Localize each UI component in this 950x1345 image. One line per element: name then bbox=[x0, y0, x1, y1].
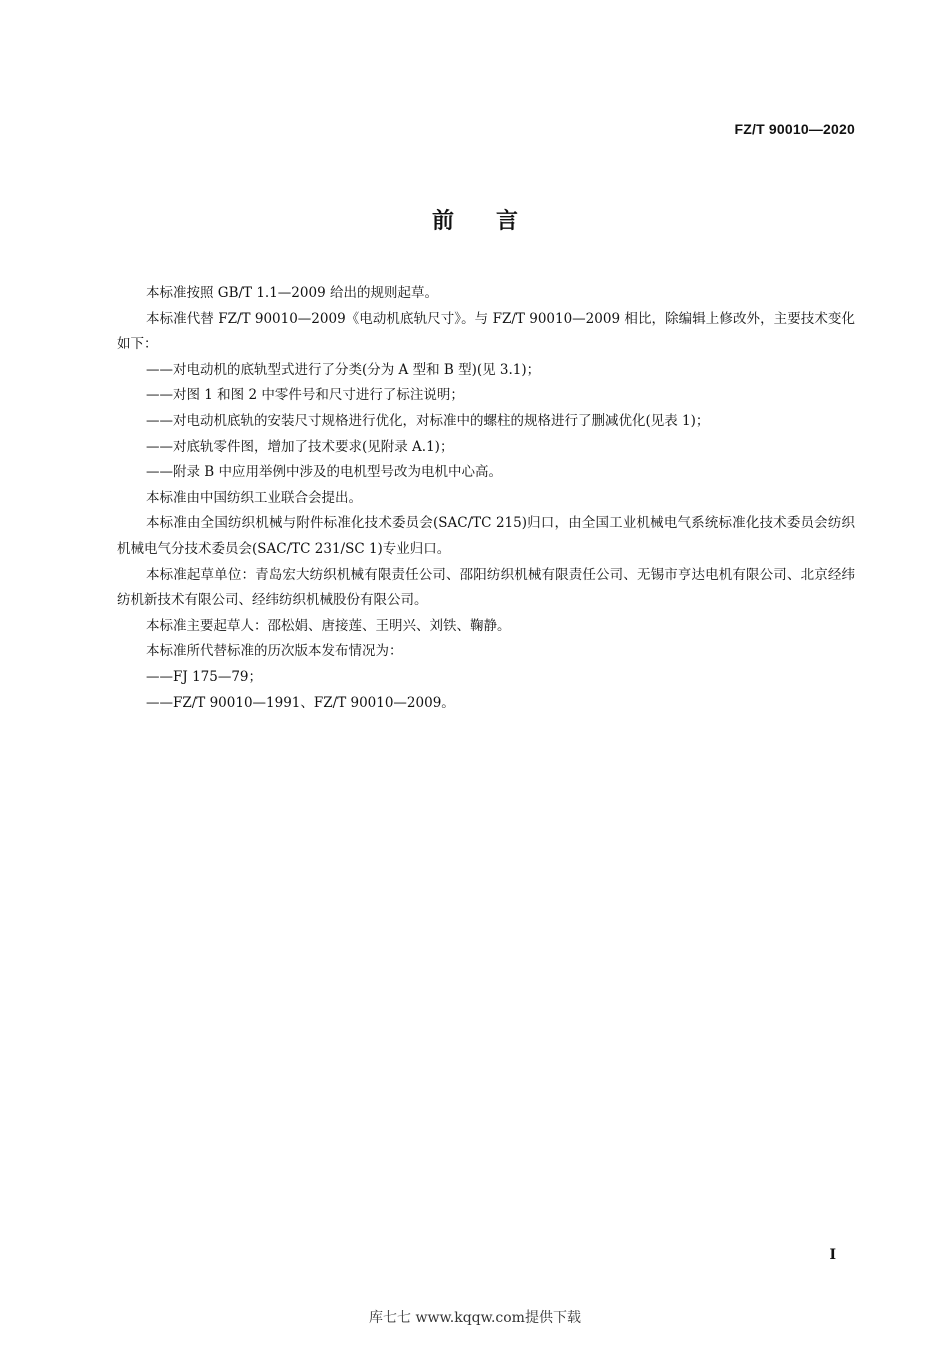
page-number: I bbox=[829, 1247, 836, 1263]
document-code: FZ/T 90010—2020 bbox=[734, 121, 855, 137]
change-item-technical-requirements: ——对底轨零件图，增加了技术要求(见附录 A.1)； bbox=[146, 438, 454, 455]
change-item-annex-b: ——附录 B 中应用举例中涉及的电机型号改为电机中心高。 bbox=[146, 464, 503, 481]
paragraph-previous-editions: 本标准所代替标准的历次版本发布情况为： bbox=[146, 643, 403, 660]
paragraph-under-jurisdiction: 本标准由全国纺织机械与附件标准化技术委员会(SAC/TC 215)归口，由全国工业机械电气系统标准化技术委员会纺织机械电气分技术委员会(SAC/TC 231/SC 1)专业归口。 bbox=[117, 515, 855, 557]
change-item-dimensions: ——对电动机底轨的安装尺寸规格进行优化，对标准中的螺柱的规格进行了删减优化(见表 1)； bbox=[146, 412, 710, 429]
page-title: 前言 bbox=[431, 209, 560, 234]
foreword-body bbox=[117, 281, 855, 716]
paragraph-drafting-rules: 本标准按照 GB/T 1.1—2009 给出的规则起草。 bbox=[146, 285, 438, 301]
paragraph-drafters: 本标准主要起草人：邵松娟、唐接莲、王明兴、刘铁、鞠静。 bbox=[146, 617, 511, 634]
change-item-types: ——对电动机的底轨型式进行了分类(分为 A 型和 B 型)(见 3.1)； bbox=[146, 361, 541, 378]
paragraph-replaces: 本标准代替 FZ/T 90010—2009《电动机底轨尺寸》。与 FZ/T 90010—2009 相比，除编辑上修改外，主要技术变化如下： bbox=[117, 310, 855, 353]
paragraph-drafting-units: 本标准起草单位：青岛宏大纺织机械有限责任公司、邵阳纺织机械有限责任公司、无锡市亨达电机有限公司、北京经纬纺机新技术有限公司、经纬纺织机械股份有限公司。 bbox=[117, 566, 855, 609]
previous-edition-item: ——FJ 175—79； bbox=[146, 668, 263, 685]
change-item-figures: ——对图 1 和图 2 中零件号和尺寸进行了标注说明； bbox=[146, 387, 464, 404]
paragraph-proposed-by: 本标准由中国纺织工业联合会提出。 bbox=[146, 489, 362, 506]
download-source-footer: 库七七 www.kqqw.com提供下载 bbox=[369, 1310, 581, 1326]
previous-edition-item: ——FZ/T 90010—1991、FZ/T 90010—2009。 bbox=[146, 694, 455, 711]
